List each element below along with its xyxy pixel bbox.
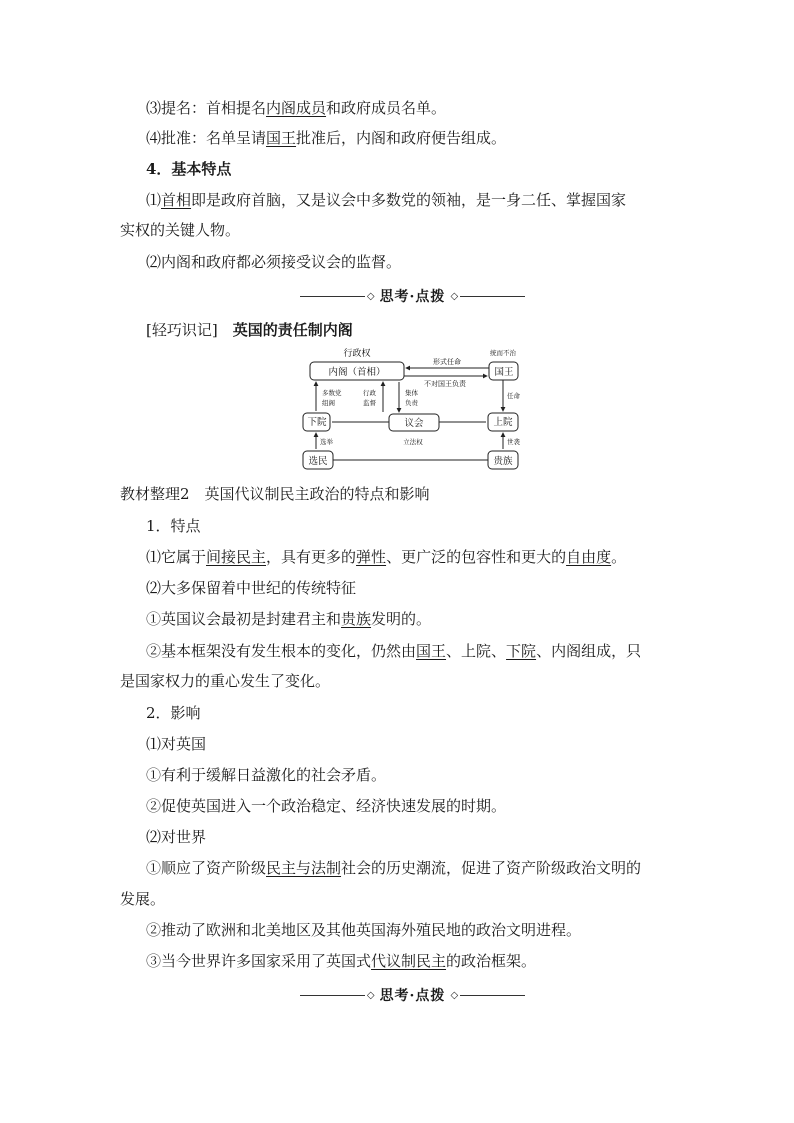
exec-label-2: 监督 bbox=[363, 399, 376, 407]
step-nominate: ⑶提名：首相提名内阁成员和政府成员名单。 bbox=[146, 99, 447, 117]
tip-heading: [轻巧识记] 英国的责任制内阁 bbox=[146, 321, 353, 339]
influence-world-2: ②推动了欧洲和北美地区及其他英国海外殖民地的政治文明进程。 bbox=[146, 921, 582, 939]
cabinet-label: 内阁（首相） bbox=[328, 367, 386, 378]
influence-world: ⑵对世界 bbox=[146, 828, 207, 846]
feature-2: ⑵内阁和政府都必须接受议会的监督。 bbox=[146, 253, 402, 271]
characteristic-1: ⑴它属于间接民主，具有更多的弹性、更广泛的包容性和更大的自由度。 bbox=[146, 548, 627, 566]
feature-1-line2: 实权的关键人物。 bbox=[120, 221, 241, 239]
parliament-label: 议会 bbox=[404, 418, 424, 429]
step-approve: ⑷批准：名单呈请国王批准后，内阁和政府便告组成。 bbox=[146, 129, 507, 147]
characteristic-2b-line1: ②基本框架没有发生根本的变化，仍然由国王、上院、下院、内阁组成，只 bbox=[146, 642, 642, 660]
influence-britain-1: ①有利于缓解日益激化的社会矛盾。 bbox=[146, 766, 387, 784]
exec-label-1: 行政 bbox=[363, 389, 376, 397]
divider-think: ◇ 思考·点拨 ◇ bbox=[300, 286, 525, 306]
king-label: 国王 bbox=[494, 367, 514, 378]
influence-britain: ⑴对英国 bbox=[146, 735, 207, 753]
feature-1-line1: ⑴首相即是政府首脑，又是议会中多数党的领袖，是一身二任、掌握国家 bbox=[146, 191, 627, 209]
not-responsible-label: 不对国王负责 bbox=[424, 380, 466, 388]
influence-britain-2: ②促使英国进入一个政治稳定、经济快速发展的时期。 bbox=[146, 797, 507, 815]
voters-label: 选民 bbox=[308, 456, 328, 467]
majority-label-1: 多数党 bbox=[322, 389, 342, 397]
characteristic-2a: ①英国议会最初是封建君主和贵族发明的。 bbox=[146, 610, 432, 628]
majority-label-2: 组阁 bbox=[322, 399, 335, 407]
material-2-title: 教材整理2 英国代议制民主政治的特点和影响 bbox=[120, 485, 430, 503]
collective-label-2: 负责 bbox=[405, 399, 418, 407]
appoint-label: 任命 bbox=[507, 392, 520, 400]
elect-label: 选举 bbox=[320, 438, 333, 446]
executive-power-label: 行政权 bbox=[343, 349, 371, 359]
hereditary-label: 世袭 bbox=[507, 438, 520, 446]
lower-house-label: 下院 bbox=[307, 417, 327, 428]
collective-label-1: 集体 bbox=[405, 389, 418, 397]
characteristic-2: ⑵大多保留着中世纪的传统特征 bbox=[146, 579, 357, 597]
reign-not-rule-label: 统而不治 bbox=[490, 349, 516, 357]
section-heading-basic-features: 4．基本特点 bbox=[146, 160, 232, 178]
section-characteristics: 1．特点 bbox=[146, 517, 201, 535]
influence-world-3: ③当今世界许多国家采用了英国式代议制民主的政治框架。 bbox=[146, 952, 537, 970]
legislative-power-label: 立法权 bbox=[403, 438, 423, 446]
influence-world-1-line1: ①顺应了资产阶级民主与法制社会的历史潮流，促进了资产阶级政治文明的 bbox=[146, 859, 642, 877]
upper-house-label: 上院 bbox=[493, 417, 513, 428]
nobles-label: 贵族 bbox=[493, 456, 513, 467]
characteristic-2b-line2: 是国家权力的重心发生了变化。 bbox=[120, 672, 331, 690]
section-influence: 2．影响 bbox=[146, 704, 201, 722]
divider-think-2: ◇ 思考·点拨 ◇ bbox=[300, 985, 525, 1005]
formal-appoint-label: 形式任命 bbox=[433, 358, 461, 366]
responsible-cabinet-diagram bbox=[295, 343, 525, 473]
influence-world-1-line2: 发展。 bbox=[120, 890, 166, 908]
